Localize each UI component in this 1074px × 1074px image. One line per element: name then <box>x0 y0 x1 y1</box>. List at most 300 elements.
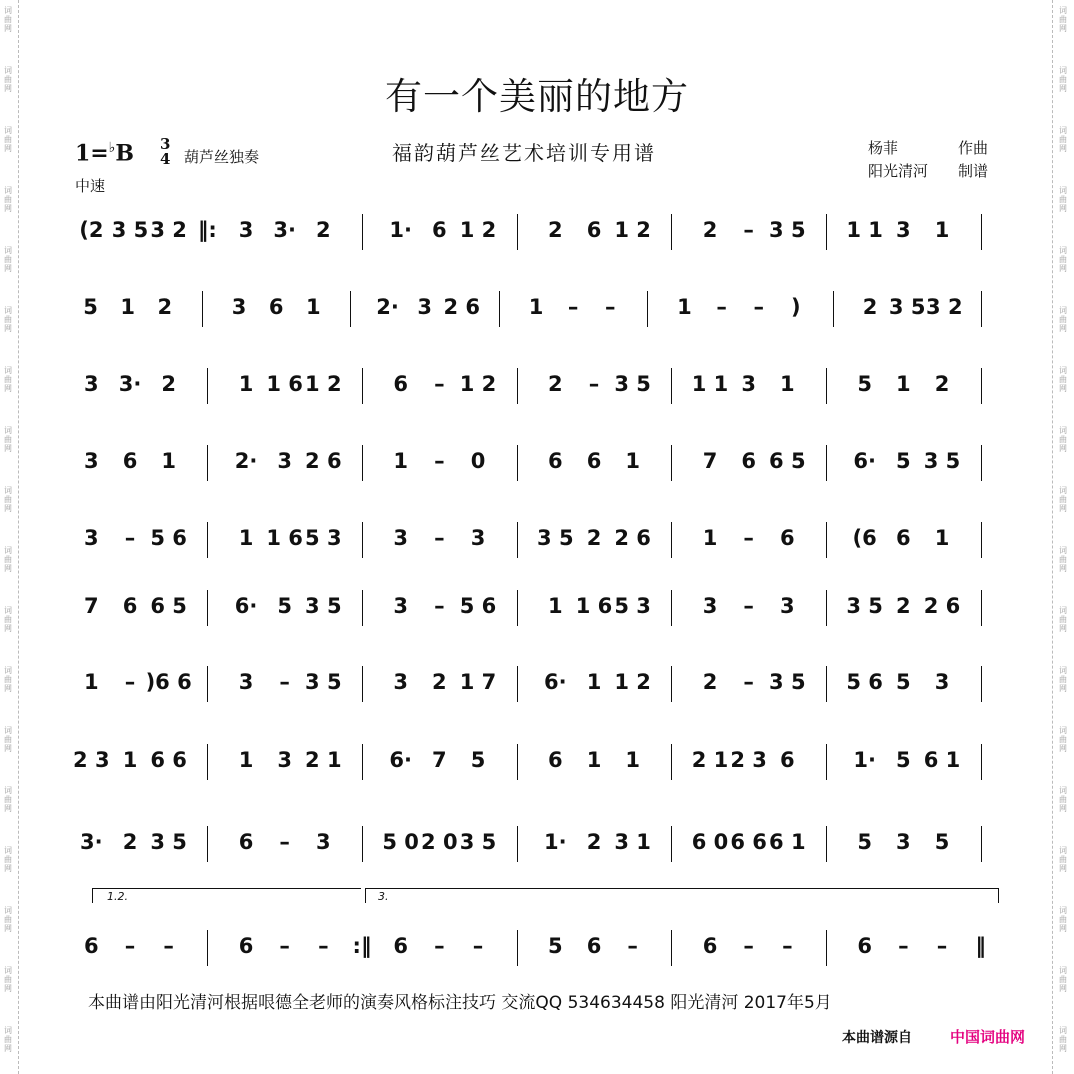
note: )6 6 <box>145 670 192 694</box>
watermark-text: 词曲网 <box>4 966 12 993</box>
note: 3 <box>702 594 718 618</box>
watermark-text: 词曲网 <box>1059 966 1067 993</box>
note: – <box>588 372 600 396</box>
note: 2 3 <box>730 748 767 772</box>
note: 1 6 <box>266 372 303 396</box>
score-row <box>72 372 1004 412</box>
barline <box>362 744 363 780</box>
note: 6· <box>389 748 412 772</box>
note: 7 <box>432 748 447 772</box>
note: 3 <box>934 670 950 694</box>
note: 5 6 <box>846 670 883 694</box>
note: – <box>434 526 445 550</box>
note: 6 <box>122 449 138 473</box>
note: 1 <box>84 670 99 694</box>
watermark-text: 词曲网 <box>1059 726 1067 753</box>
note: 2 <box>316 218 331 242</box>
note: – <box>472 934 484 958</box>
note: 3 <box>393 526 408 550</box>
score-row <box>72 218 1004 258</box>
barline <box>671 666 672 702</box>
score-row <box>72 295 1004 335</box>
barline <box>517 930 518 966</box>
note: 1 <box>702 526 718 550</box>
note: 6 <box>238 934 254 958</box>
note: 6· <box>234 594 258 618</box>
score-row <box>72 449 1004 489</box>
barline <box>826 522 827 558</box>
barline <box>826 744 827 780</box>
score-row <box>72 748 1004 788</box>
barline <box>826 666 827 702</box>
note: 1 <box>548 594 563 618</box>
note: 1 <box>586 748 602 772</box>
barline <box>362 214 363 250</box>
note: 3 5 <box>888 295 926 319</box>
barline <box>207 826 208 862</box>
note: 6· <box>544 670 567 694</box>
barline <box>202 291 203 327</box>
note: 3· <box>273 218 296 242</box>
note: 1 <box>677 295 692 319</box>
ending-bracket-first <box>92 888 361 903</box>
note: – <box>124 526 136 550</box>
barline <box>517 214 518 250</box>
note: – <box>124 670 136 694</box>
barline <box>517 590 518 626</box>
note: 6 <box>586 218 602 242</box>
note: – <box>716 295 727 319</box>
watermark-text: 词曲网 <box>1059 426 1067 453</box>
watermark-text: 词曲网 <box>4 366 12 393</box>
watermark-text: 词曲网 <box>4 426 12 453</box>
note: 2 1 <box>305 748 342 772</box>
footer-note: 本曲谱由阳光清河根据哏德全老师的演奏风格标注技巧 交流QQ 534634458 阳光清河 2017年5月 <box>88 993 832 1013</box>
barline <box>826 826 827 862</box>
note: 6 <box>857 934 872 958</box>
note: ) <box>791 295 801 319</box>
note: 6 <box>393 934 408 958</box>
barline <box>671 826 672 862</box>
note: 3 5 <box>923 449 961 473</box>
note: 1 2 <box>305 372 342 396</box>
barline <box>517 666 518 702</box>
note: 5 6 <box>459 594 497 618</box>
note: 6 <box>896 526 911 550</box>
note: – <box>434 449 445 473</box>
note: 5 <box>857 830 872 854</box>
note: 1 <box>625 748 640 772</box>
note: 1 1 <box>691 372 729 396</box>
note: 1 <box>528 295 544 319</box>
note: (2 <box>79 218 104 242</box>
note: – <box>434 594 445 618</box>
barline <box>207 930 208 966</box>
note: 5 3 <box>614 594 651 618</box>
watermark-text: 词曲网 <box>1059 306 1067 333</box>
barline <box>981 445 982 481</box>
note: 2 <box>548 372 563 396</box>
instrument-label: 葫芦丝独奏 <box>184 148 260 166</box>
note: 3· <box>80 830 103 854</box>
barline <box>499 291 500 327</box>
tempo-label: 中速 <box>75 177 106 195</box>
note: – <box>898 934 909 958</box>
ending-first-label: 1.2. <box>107 890 128 903</box>
watermark-text: 词曲网 <box>1059 246 1067 273</box>
watermark-text: 词曲网 <box>4 306 12 333</box>
note: 2 <box>586 526 602 550</box>
note: 1 <box>586 670 602 694</box>
note: 3 <box>316 830 331 854</box>
barline <box>362 666 363 702</box>
note: 3 <box>84 526 99 550</box>
note: 2 3 <box>73 748 110 772</box>
note: 6 <box>586 934 602 958</box>
note: 3 <box>231 295 247 319</box>
note: 7 <box>84 594 99 618</box>
note: 5 <box>548 934 563 958</box>
barline <box>362 445 363 481</box>
note: 1 <box>625 449 640 473</box>
note: 6 <box>122 594 138 618</box>
watermark-text: 词曲网 <box>4 666 12 693</box>
arranger-role: 制谱 <box>958 162 989 180</box>
note: 6 <box>548 449 563 473</box>
note: 5 <box>83 295 98 319</box>
note: – <box>279 830 290 854</box>
note: (6 <box>852 526 877 550</box>
barline <box>981 522 982 558</box>
note: – <box>434 934 445 958</box>
note: 3 5 <box>614 372 651 396</box>
note: – <box>743 934 754 958</box>
barline <box>517 522 518 558</box>
note: 1 <box>238 372 254 396</box>
score-row <box>72 526 1004 566</box>
score-row <box>72 594 1004 634</box>
note: – <box>124 934 136 958</box>
note: 2· <box>234 449 258 473</box>
note: 6 <box>393 372 408 396</box>
watermark-text: 词曲网 <box>4 1026 12 1053</box>
note: – <box>627 934 638 958</box>
note: 1 <box>120 295 135 319</box>
note: 3 5 <box>769 670 806 694</box>
note: 3 5 <box>111 218 149 242</box>
note: 6 <box>268 295 284 319</box>
barline <box>671 590 672 626</box>
note: 3 <box>277 748 292 772</box>
note: 3 5 <box>459 830 497 854</box>
barline <box>981 744 982 780</box>
ending-bracket-second <box>365 888 999 903</box>
watermark-text: 词曲网 <box>4 126 12 153</box>
barline <box>981 666 982 702</box>
barline <box>362 522 363 558</box>
barline <box>362 368 363 404</box>
note: 1 2 <box>459 372 497 396</box>
note: 6 1 <box>769 830 806 854</box>
barline <box>350 291 351 327</box>
barline <box>833 291 834 327</box>
barline <box>517 445 518 481</box>
note: – <box>743 526 754 550</box>
note: 3 <box>393 594 408 618</box>
note: – <box>604 295 616 319</box>
note: 2 <box>161 372 176 396</box>
note: 3 <box>741 372 756 396</box>
barline <box>671 214 672 250</box>
note: 1· <box>389 218 412 242</box>
barline <box>981 214 982 250</box>
note: 3 5 <box>305 594 342 618</box>
note: 3 5 <box>537 526 574 550</box>
note: 5 <box>934 830 950 854</box>
note: 1 <box>934 218 950 242</box>
note: 3 5 <box>305 670 342 694</box>
note: 1 <box>896 372 911 396</box>
watermark-text: 词曲网 <box>1059 846 1067 873</box>
note: 6 <box>548 748 563 772</box>
note: 2· <box>376 295 399 319</box>
note: 6 1 <box>923 748 961 772</box>
note: 5 <box>896 670 911 694</box>
barline <box>671 744 672 780</box>
note: 2 6 <box>923 594 961 618</box>
note: 3 5 <box>846 594 883 618</box>
note: 3 <box>417 295 432 319</box>
note: 3 <box>780 594 795 618</box>
barline <box>826 445 827 481</box>
note: 5 6 <box>150 526 187 550</box>
note: 3 <box>393 670 408 694</box>
score-row <box>72 830 1004 870</box>
note: 5 3 <box>305 526 342 550</box>
note: – <box>936 934 948 958</box>
note: 5 <box>896 748 911 772</box>
watermark-text: 词曲网 <box>4 186 12 213</box>
note: – <box>279 934 290 958</box>
arranger-name: 阳光清河 <box>868 162 929 180</box>
note: – <box>782 934 793 958</box>
note: 3 <box>238 670 254 694</box>
note: – <box>753 295 764 319</box>
note: 6 5 <box>769 449 806 473</box>
note: 2 1 <box>691 748 729 772</box>
watermark-text: 词曲网 <box>4 786 12 813</box>
barline <box>362 826 363 862</box>
barline <box>207 522 208 558</box>
source-label: 本曲谱源自 <box>842 1030 912 1046</box>
note: 3 1 <box>614 830 651 854</box>
barline <box>671 368 672 404</box>
note: 3 <box>277 449 292 473</box>
note: 3 <box>470 526 486 550</box>
note: 1 <box>161 449 176 473</box>
note: 5 <box>277 594 292 618</box>
source-site-link[interactable]: 中国词曲网 <box>950 1028 1026 1046</box>
barline <box>671 522 672 558</box>
watermark-text: 词曲网 <box>1059 186 1067 213</box>
composer-name: 杨菲 <box>868 139 899 157</box>
note: 1· <box>853 748 876 772</box>
barline <box>981 590 982 626</box>
watermark-text: 词曲网 <box>1059 906 1067 933</box>
note: 6 <box>741 449 756 473</box>
note: 1 1 <box>846 218 883 242</box>
score-row <box>72 670 1004 710</box>
barline <box>826 368 827 404</box>
ending-second-label: 3. <box>378 890 389 903</box>
note: 1· <box>544 830 567 854</box>
watermark-text: 词曲网 <box>1059 126 1067 153</box>
note: 6 6 <box>730 830 767 854</box>
watermark-text: 词曲网 <box>4 606 12 633</box>
note: 1 <box>780 372 795 396</box>
barline <box>671 445 672 481</box>
note: 5 <box>857 372 872 396</box>
watermark-text: 词曲网 <box>1059 1026 1067 1053</box>
note: 1 <box>393 449 408 473</box>
watermark-text: 词曲网 <box>4 906 12 933</box>
watermark-text: 词曲网 <box>4 66 12 93</box>
note: 2 6 <box>305 449 342 473</box>
note: – <box>318 934 329 958</box>
note: ‖: <box>197 218 217 242</box>
note: – <box>567 295 579 319</box>
note: – <box>434 372 445 396</box>
note: 2 0 <box>421 830 458 854</box>
note: 6· <box>853 449 876 473</box>
note: 6 <box>432 218 447 242</box>
note: 2 <box>934 372 950 396</box>
watermark-text: 词曲网 <box>1059 786 1067 813</box>
note: ‖ <box>975 934 986 958</box>
note: 2 <box>548 218 563 242</box>
note: 6 5 <box>150 594 187 618</box>
watermark-text: 词曲网 <box>4 486 12 513</box>
note: 5 <box>896 449 911 473</box>
composer-role: 作曲 <box>958 139 989 157</box>
note: 1 2 <box>614 670 651 694</box>
barline <box>207 590 208 626</box>
note: 0 <box>470 449 486 473</box>
note: 2 6 <box>443 295 481 319</box>
note: 3 <box>896 218 911 242</box>
watermark-text: 词曲网 <box>1059 66 1067 93</box>
note: :‖ <box>352 934 372 958</box>
barline <box>647 291 648 327</box>
note: 3 5 <box>769 218 806 242</box>
note: 3 <box>238 218 254 242</box>
note: 1 <box>238 526 254 550</box>
subtitle: 福韵葫芦丝艺术培训专用谱 <box>392 141 656 165</box>
note: 6 <box>84 934 99 958</box>
time-signature: 3 4 <box>160 135 171 168</box>
barline <box>207 666 208 702</box>
note: 1 7 <box>459 670 497 694</box>
watermark-text: 词曲网 <box>4 726 12 753</box>
note: 6 <box>780 748 795 772</box>
note: 3 2 <box>926 295 963 319</box>
note: 2 <box>122 830 138 854</box>
barline <box>517 826 518 862</box>
watermark-text: 词曲网 <box>4 546 12 573</box>
note: 6 <box>780 526 795 550</box>
note: 1 2 <box>614 218 651 242</box>
note: 1 <box>305 295 321 319</box>
barline <box>826 590 827 626</box>
note: 3 <box>84 372 99 396</box>
barline <box>671 930 672 966</box>
watermark-text: 词曲网 <box>1059 666 1067 693</box>
barline <box>207 368 208 404</box>
note: 1 2 <box>459 218 497 242</box>
note: 3· <box>118 372 142 396</box>
note: 1 <box>238 748 254 772</box>
watermark-text: 词曲网 <box>1059 546 1067 573</box>
barline <box>207 744 208 780</box>
note: 1 <box>934 526 950 550</box>
note: 3 5 <box>150 830 187 854</box>
page-title: 有一个美丽的地方 <box>385 75 689 118</box>
barline <box>981 368 982 404</box>
score-row <box>72 934 1004 974</box>
note: 2 <box>157 295 173 319</box>
watermark-text: 词曲网 <box>1059 606 1067 633</box>
barline <box>517 744 518 780</box>
barline <box>981 291 982 327</box>
barline <box>517 368 518 404</box>
barline <box>981 826 982 862</box>
watermark-text: 词曲网 <box>1059 486 1067 513</box>
note: – <box>743 670 754 694</box>
note: – <box>279 670 290 694</box>
barline <box>207 445 208 481</box>
note: 7 <box>702 449 718 473</box>
note: 6 0 <box>691 830 729 854</box>
note: 2 <box>896 594 911 618</box>
note: 2 <box>702 218 718 242</box>
note: 5 0 <box>382 830 419 854</box>
note: 3 <box>84 449 99 473</box>
note: 3 <box>896 830 911 854</box>
watermark-text: 词曲网 <box>4 6 12 33</box>
note: 2 <box>862 295 878 319</box>
barline <box>826 930 827 966</box>
note: 1 6 <box>575 594 613 618</box>
note: 6 6 <box>150 748 187 772</box>
note: 6 <box>238 830 254 854</box>
watermark-text: 词曲网 <box>4 846 12 873</box>
note: 6 <box>702 934 718 958</box>
note: – <box>743 218 754 242</box>
note: 5 <box>470 748 486 772</box>
note: 2 <box>702 670 718 694</box>
note: 2 <box>432 670 447 694</box>
note: – <box>743 594 754 618</box>
watermark-text: 词曲网 <box>4 246 12 273</box>
note: 6 <box>586 449 602 473</box>
note: 1 6 <box>266 526 303 550</box>
watermark-text: 词曲网 <box>1059 366 1067 393</box>
note: 3 2 <box>150 218 187 242</box>
note: 2 6 <box>614 526 651 550</box>
note: 2 <box>586 830 602 854</box>
barline <box>826 214 827 250</box>
barline <box>362 590 363 626</box>
